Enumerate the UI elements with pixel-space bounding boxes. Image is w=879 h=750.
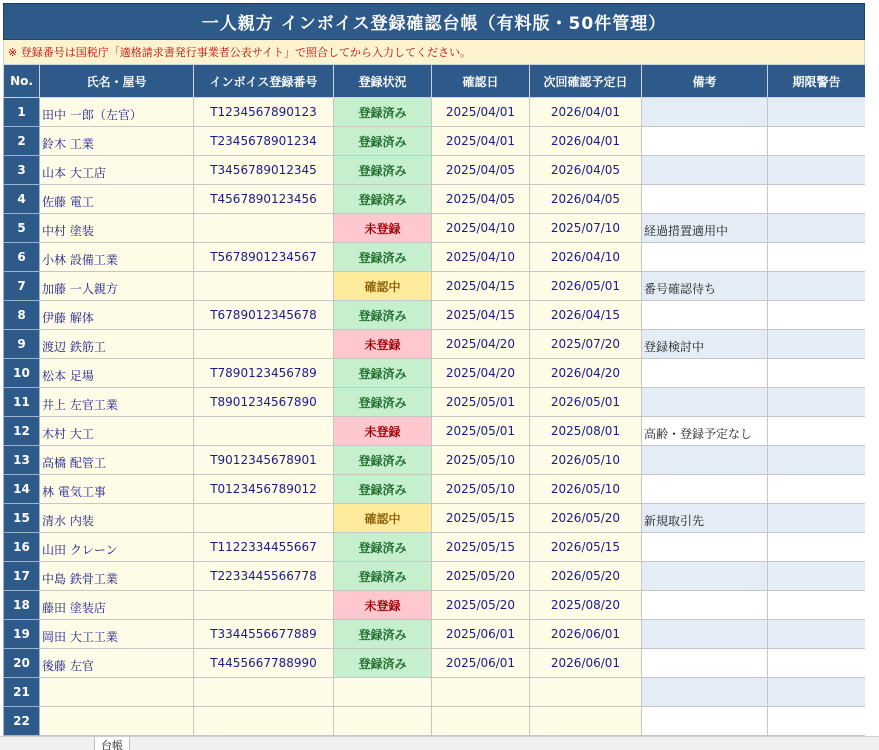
sheet-right-margin [865,3,879,736]
name-cell[interactable]: 小林 設備工業 [40,243,194,272]
invoice-number-cell[interactable]: T1234567890123 [194,98,334,127]
table-row [4,475,866,504]
row-number-cell[interactable]: 11 [4,388,40,417]
name-cell[interactable]: 山田 クレーン [40,533,194,562]
next-check-date-cell[interactable]: 2026/05/10 [530,446,642,475]
deadline-warning-cell[interactable] [768,562,866,591]
row-number-cell[interactable]: 16 [4,533,40,562]
name-cell[interactable]: 佐藤 電工 [40,185,194,214]
name-cell[interactable]: 藤田 塗装店 [40,591,194,620]
row-number-cell[interactable]: 15 [4,504,40,533]
invoice-number-cell[interactable]: T1122334455667 [194,533,334,562]
next-check-date-cell[interactable]: 2026/05/01 [530,272,642,301]
name-cell[interactable]: 伊藤 解体 [40,301,194,330]
table-row [4,649,866,678]
deadline-warning-cell[interactable] [768,98,866,127]
name-cell[interactable]: 渡辺 鉄筋工 [40,330,194,359]
invoice-number-cell[interactable]: T2345678901234 [194,127,334,156]
memo-cell[interactable]: 登録検討中 [642,330,768,359]
status-cell[interactable]: 登録済み [334,649,432,678]
name-cell[interactable]: 鈴木 工業 [40,127,194,156]
checked-date-cell[interactable]: 2025/05/15 [432,533,530,562]
deadline-warning-cell[interactable] [768,127,866,156]
row-number-cell[interactable]: 6 [4,243,40,272]
name-cell[interactable]: 中村 塗装 [40,214,194,243]
table-body [4,98,866,736]
status-cell[interactable]: 登録済み [334,243,432,272]
name-cell[interactable]: 清水 内装 [40,504,194,533]
checked-date-cell[interactable]: 2025/04/01 [432,127,530,156]
invoice-number-cell[interactable] [194,707,334,736]
checked-date-cell[interactable]: 2025/05/10 [432,446,530,475]
checked-date-cell[interactable] [432,707,530,736]
memo-cell[interactable] [642,156,768,185]
invoice-number-cell[interactable]: T4455667788990 [194,649,334,678]
invoice-number-cell[interactable]: T7890123456789 [194,359,334,388]
checked-date-cell[interactable] [432,678,530,707]
spreadsheet [3,3,865,736]
deadline-warning-cell[interactable] [768,185,866,214]
table-row [4,707,866,736]
deadline-warning-cell[interactable] [768,301,866,330]
checked-date-cell[interactable]: 2025/05/10 [432,475,530,504]
invoice-number-cell[interactable] [194,504,334,533]
invoice-number-cell[interactable] [194,272,334,301]
next-check-date-cell[interactable]: 2026/05/20 [530,504,642,533]
name-cell[interactable]: 田中 一郎（左官） [40,98,194,127]
table-row [4,446,866,475]
memo-cell[interactable] [642,185,768,214]
table-row [4,243,866,272]
invoice-number-cell[interactable] [194,214,334,243]
invoice-number-cell[interactable] [194,330,334,359]
name-cell[interactable]: 林 電気工事 [40,475,194,504]
checked-date-cell[interactable]: 2025/06/01 [432,649,530,678]
status-cell[interactable]: 未登録 [334,417,432,446]
next-check-date-cell[interactable]: 2025/08/20 [530,591,642,620]
checked-date-cell[interactable]: 2025/04/20 [432,359,530,388]
memo-cell[interactable]: 新規取引先 [642,504,768,533]
checked-date-cell[interactable]: 2025/05/01 [432,417,530,446]
sheet-tab-ledger[interactable]: 台帳 [94,737,130,750]
name-cell[interactable]: 高橋 配管工 [40,446,194,475]
next-check-date-cell[interactable]: 2026/04/10 [530,243,642,272]
name-cell[interactable]: 山本 大工店 [40,156,194,185]
header-invoice-number[interactable]: インボイス登録番号 [194,65,334,98]
table-row [4,301,866,330]
deadline-warning-cell[interactable] [768,707,866,736]
input-note[interactable]: ※ 登録番号は国税庁「適格請求書発行事業者公表サイト」で照合してから入力してください。 [3,40,865,64]
memo-cell[interactable] [642,707,768,736]
table-row [4,127,866,156]
status-cell[interactable]: 登録済み [334,156,432,185]
checked-date-cell[interactable]: 2025/04/20 [432,330,530,359]
header-no[interactable]: No. [4,65,40,98]
deadline-warning-cell[interactable] [768,649,866,678]
header-checked-date[interactable]: 確認日 [432,65,530,98]
invoice-number-cell[interactable]: T6789012345678 [194,301,334,330]
checked-date-cell[interactable]: 2025/04/05 [432,185,530,214]
invoice-number-cell[interactable] [194,417,334,446]
row-number-cell[interactable]: 3 [4,156,40,185]
deadline-warning-cell[interactable] [768,330,866,359]
header-status[interactable]: 登録状況 [334,65,432,98]
header-next-check-date[interactable]: 次回確認予定日 [530,65,642,98]
table-row [4,156,866,185]
row-number-cell[interactable]: 17 [4,562,40,591]
checked-date-cell[interactable]: 2025/05/20 [432,562,530,591]
table-row [4,678,866,707]
status-cell[interactable]: 登録済み [334,98,432,127]
status-cell[interactable]: 確認中 [334,272,432,301]
next-check-date-cell[interactable]: 2026/05/15 [530,533,642,562]
memo-cell[interactable] [642,591,768,620]
row-number-cell[interactable]: 13 [4,446,40,475]
deadline-warning-cell[interactable] [768,678,866,707]
deadline-warning-cell[interactable] [768,533,866,562]
checked-date-cell[interactable]: 2025/04/10 [432,243,530,272]
status-cell[interactable] [334,707,432,736]
invoice-ledger-table [3,64,866,736]
memo-cell[interactable]: 番号確認待ち [642,272,768,301]
row-number-cell[interactable]: 1 [4,98,40,127]
row-number-cell[interactable]: 14 [4,475,40,504]
name-cell[interactable] [40,678,194,707]
next-check-date-cell[interactable]: 2026/04/05 [530,185,642,214]
checked-date-cell[interactable]: 2025/04/10 [432,214,530,243]
invoice-number-cell[interactable]: T0123456789012 [194,475,334,504]
deadline-warning-cell[interactable] [768,156,866,185]
header-memo[interactable]: 備考 [642,65,768,98]
status-cell[interactable]: 登録済み [334,127,432,156]
memo-cell[interactable] [642,98,768,127]
table-row [4,359,866,388]
next-check-date-cell[interactable]: 2026/05/01 [530,388,642,417]
invoice-number-cell[interactable] [194,591,334,620]
row-number-cell[interactable]: 9 [4,330,40,359]
memo-cell[interactable] [642,243,768,272]
row-number-cell[interactable]: 10 [4,359,40,388]
checked-date-cell[interactable]: 2025/05/20 [432,591,530,620]
memo-cell[interactable] [642,446,768,475]
deadline-warning-cell[interactable] [768,417,866,446]
name-cell[interactable]: 後藤 左官 [40,649,194,678]
checked-date-cell[interactable]: 2025/06/01 [432,620,530,649]
memo-cell[interactable]: 高齢・登録予定なし [642,417,768,446]
status-cell[interactable]: 登録済み [334,301,432,330]
table-row [4,185,866,214]
invoice-number-cell[interactable]: T9012345678901 [194,446,334,475]
name-cell[interactable]: 松本 足場 [40,359,194,388]
sheet-tab-bar [0,736,879,750]
checked-date-cell[interactable]: 2025/04/01 [432,98,530,127]
table-row [4,417,866,446]
invoice-number-cell[interactable]: T4567890123456 [194,185,334,214]
next-check-date-cell[interactable]: 2026/05/20 [530,562,642,591]
row-number-cell[interactable]: 5 [4,214,40,243]
memo-cell[interactable] [642,475,768,504]
memo-cell[interactable] [642,562,768,591]
deadline-warning-cell[interactable] [768,446,866,475]
invoice-number-cell[interactable] [194,678,334,707]
invoice-number-cell[interactable]: T3456789012345 [194,156,334,185]
status-cell[interactable]: 登録済み [334,359,432,388]
table-row [4,272,866,301]
table-row [4,504,866,533]
memo-cell[interactable] [642,127,768,156]
name-cell[interactable] [40,707,194,736]
status-cell[interactable]: 未登録 [334,214,432,243]
memo-cell[interactable]: 経過措置適用中 [642,214,768,243]
deadline-warning-cell[interactable] [768,388,866,417]
name-cell[interactable]: 中島 鉄骨工業 [40,562,194,591]
row-number-cell[interactable]: 7 [4,272,40,301]
deadline-warning-cell[interactable] [768,214,866,243]
table-row [4,562,866,591]
header-row [4,65,866,98]
row-number-cell[interactable]: 4 [4,185,40,214]
checked-date-cell[interactable]: 2025/04/15 [432,301,530,330]
status-cell[interactable]: 未登録 [334,330,432,359]
memo-cell[interactable] [642,301,768,330]
next-check-date-cell[interactable]: 2026/06/01 [530,649,642,678]
status-cell[interactable]: 未登録 [334,591,432,620]
checked-date-cell[interactable]: 2025/04/15 [432,272,530,301]
next-check-date-cell[interactable]: 2026/04/20 [530,359,642,388]
table-row [4,214,866,243]
status-cell[interactable]: 登録済み [334,562,432,591]
status-cell[interactable]: 登録済み [334,446,432,475]
table-row [4,330,866,359]
table-row [4,388,866,417]
status-cell[interactable]: 確認中 [334,504,432,533]
deadline-warning-cell[interactable] [768,272,866,301]
memo-cell[interactable] [642,359,768,388]
row-number-cell[interactable]: 21 [4,678,40,707]
header-deadline-warning[interactable]: 期限警告 [768,65,866,98]
status-cell[interactable]: 登録済み [334,185,432,214]
table-row [4,98,866,127]
next-check-date-cell[interactable]: 2026/04/15 [530,301,642,330]
status-cell[interactable] [334,678,432,707]
memo-cell[interactable] [642,620,768,649]
table-row [4,533,866,562]
row-number-cell[interactable]: 2 [4,127,40,156]
row-number-cell[interactable]: 18 [4,591,40,620]
name-cell[interactable]: 岡田 大工工業 [40,620,194,649]
sheet-title[interactable]: 一人親方 インボイス登録確認台帳（有料版・50件管理） [3,3,865,40]
checked-date-cell[interactable]: 2025/05/15 [432,504,530,533]
status-cell[interactable]: 登録済み [334,533,432,562]
memo-cell[interactable] [642,649,768,678]
next-check-date-cell[interactable]: 2026/04/05 [530,156,642,185]
invoice-number-cell[interactable]: T8901234567890 [194,388,334,417]
header-name[interactable]: 氏名・屋号 [40,65,194,98]
invoice-number-cell[interactable]: T3344556677889 [194,620,334,649]
status-cell[interactable]: 登録済み [334,388,432,417]
status-cell[interactable]: 登録済み [334,475,432,504]
next-check-date-cell[interactable]: 2025/08/01 [530,417,642,446]
next-check-date-cell[interactable]: 2025/07/10 [530,214,642,243]
table-row [4,591,866,620]
deadline-warning-cell[interactable] [768,620,866,649]
deadline-warning-cell[interactable] [768,591,866,620]
next-check-date-cell[interactable]: 2026/06/01 [530,620,642,649]
checked-date-cell[interactable]: 2025/05/01 [432,388,530,417]
name-cell[interactable]: 木村 大工 [40,417,194,446]
row-number-cell[interactable]: 20 [4,649,40,678]
name-cell[interactable]: 井上 左官工業 [40,388,194,417]
row-number-cell[interactable]: 22 [4,707,40,736]
next-check-date-cell[interactable]: 2025/07/20 [530,330,642,359]
deadline-warning-cell[interactable] [768,475,866,504]
deadline-warning-cell[interactable] [768,243,866,272]
memo-cell[interactable] [642,388,768,417]
row-number-cell[interactable]: 19 [4,620,40,649]
name-cell[interactable]: 加藤 一人親方 [40,272,194,301]
next-check-date-cell[interactable] [530,678,642,707]
invoice-number-cell[interactable]: T5678901234567 [194,243,334,272]
deadline-warning-cell[interactable] [768,504,866,533]
checked-date-cell[interactable]: 2025/04/05 [432,156,530,185]
memo-cell[interactable] [642,533,768,562]
memo-cell[interactable] [642,678,768,707]
table-row [4,620,866,649]
next-check-date-cell[interactable]: 2026/05/10 [530,475,642,504]
status-cell[interactable]: 登録済み [334,620,432,649]
deadline-warning-cell[interactable] [768,359,866,388]
next-check-date-cell[interactable] [530,707,642,736]
invoice-number-cell[interactable]: T2233445566778 [194,562,334,591]
next-check-date-cell[interactable]: 2026/04/01 [530,127,642,156]
row-number-cell[interactable]: 8 [4,301,40,330]
row-number-cell[interactable]: 12 [4,417,40,446]
next-check-date-cell[interactable]: 2026/04/01 [530,98,642,127]
